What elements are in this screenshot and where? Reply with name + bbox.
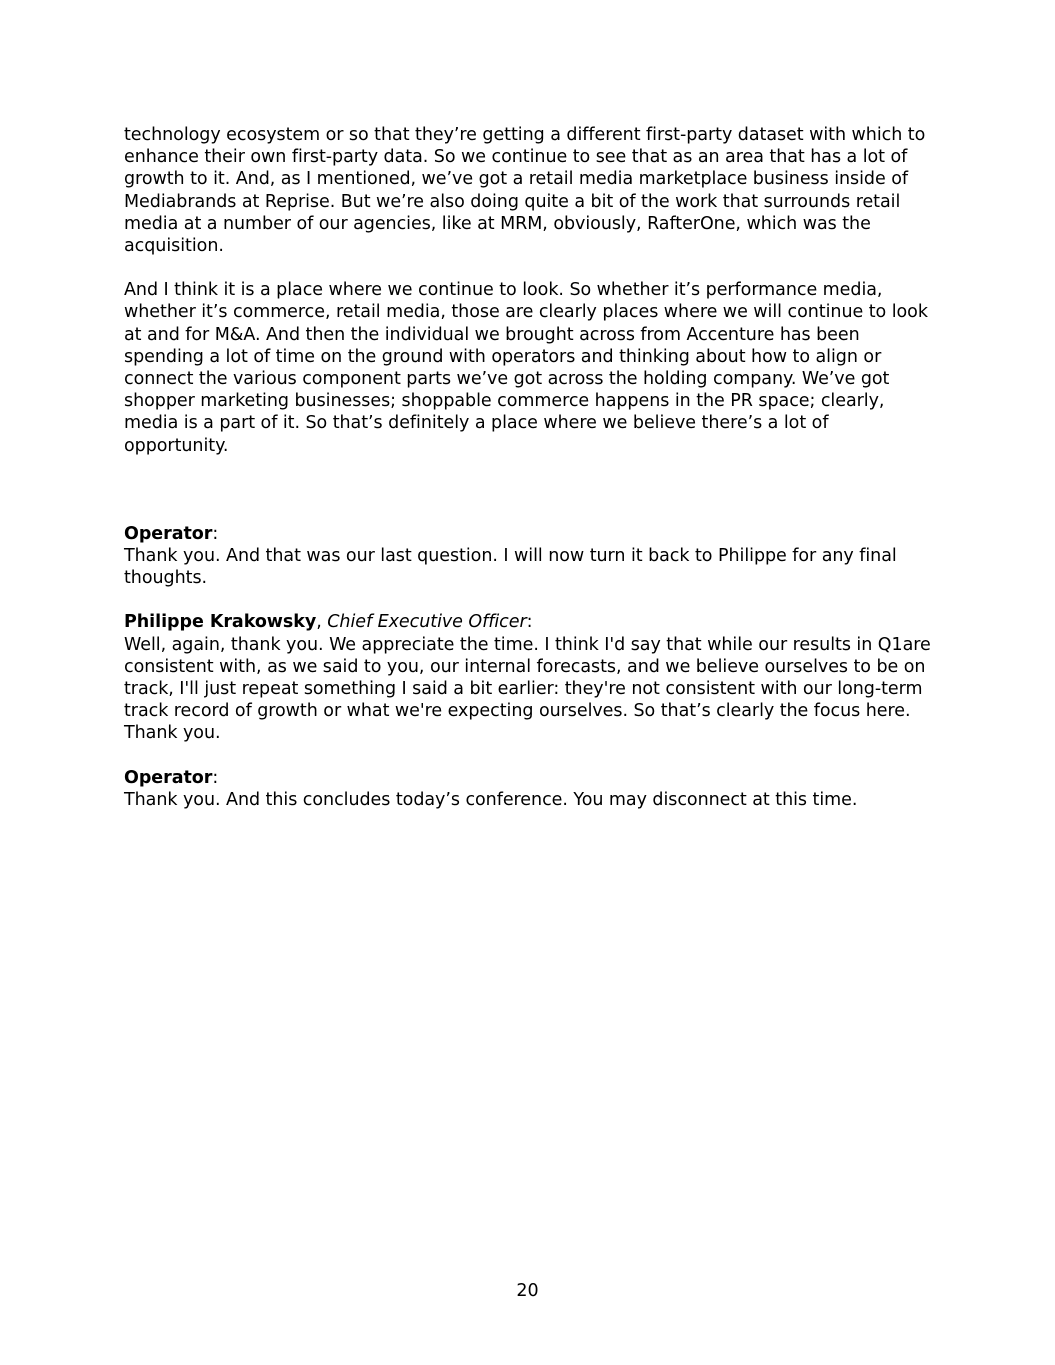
speaker-text: Thank you. And this concludes today’s conference. You may disconnect at this time. bbox=[124, 789, 858, 810]
body-paragraph: technology ecosystem or so that they’re getting a different first-party dataset with which to enhance their own first-party data. So we continue to see that as an area that has a lot of growth to it. And, as I mentioned, we’ve got a retail media marketplace business inside of Mediabrands at Reprise. But we’re also doing quite a bit of the work that surrounds retail media at a number of our agencies, like at MRM, obviously, RafterOne, which was the acquisition. bbox=[124, 125, 926, 257]
speaker-name: Operator bbox=[124, 767, 213, 788]
speaker-colon: : bbox=[212, 767, 219, 788]
speaker-name: Operator bbox=[124, 523, 213, 544]
speaker-separator: , bbox=[316, 612, 328, 633]
paragraph-spacer bbox=[124, 745, 932, 767]
paragraph-spacer bbox=[124, 589, 932, 611]
speaker-colon: : bbox=[212, 523, 219, 544]
speaker-colon: : bbox=[526, 612, 533, 633]
transcript-page bbox=[124, 124, 932, 811]
speaker-heading bbox=[124, 523, 932, 545]
speaker-turn-operator bbox=[124, 767, 932, 811]
section-spacer bbox=[124, 457, 932, 523]
speaker-turn-operator bbox=[124, 523, 932, 590]
page-number: 20 bbox=[516, 1281, 539, 1301]
speaker-text: Thank you. And that was our last question. I will now turn it back to Philippe for any final thoughts. bbox=[124, 546, 897, 589]
speaker-heading bbox=[124, 767, 932, 789]
speaker-heading bbox=[124, 611, 932, 633]
speaker-title: Chief Executive Officer bbox=[327, 612, 527, 633]
speaker-text: Well, again, thank you. We appreciate the time. I think I'd say that while our results in Q1are consistent with, as we said to you, our internal forecasts, and we believe ourselves to be on track, I'll just repeat something I said a bit earlier: they're not consistent with our long-term track record of growth or what we're expecting ourselves. So that’s clearly the focus here. Thank you. bbox=[124, 634, 931, 744]
speaker-name: Philippe Krakowsky bbox=[124, 612, 317, 633]
paragraph-spacer bbox=[124, 257, 932, 279]
body-paragraph: And I think it is a place where we continue to look. So whether it’s performance media, whether it’s commerce, retail media, those are clearly places where we will continue to look at and for M&A. And then the individual we brought across from Accenture has been spending a lot of time on the ground with operators and thinking about how to align or connect the various component parts we’ve got across the holding company. We’ve got shopper marketing businesses; shoppable commerce happens in the PR space; clearly, media is a part of it. So that’s definitely a place where we believe there’s a lot of opportunity. bbox=[124, 280, 928, 456]
speaker-turn-ceo bbox=[124, 611, 932, 744]
